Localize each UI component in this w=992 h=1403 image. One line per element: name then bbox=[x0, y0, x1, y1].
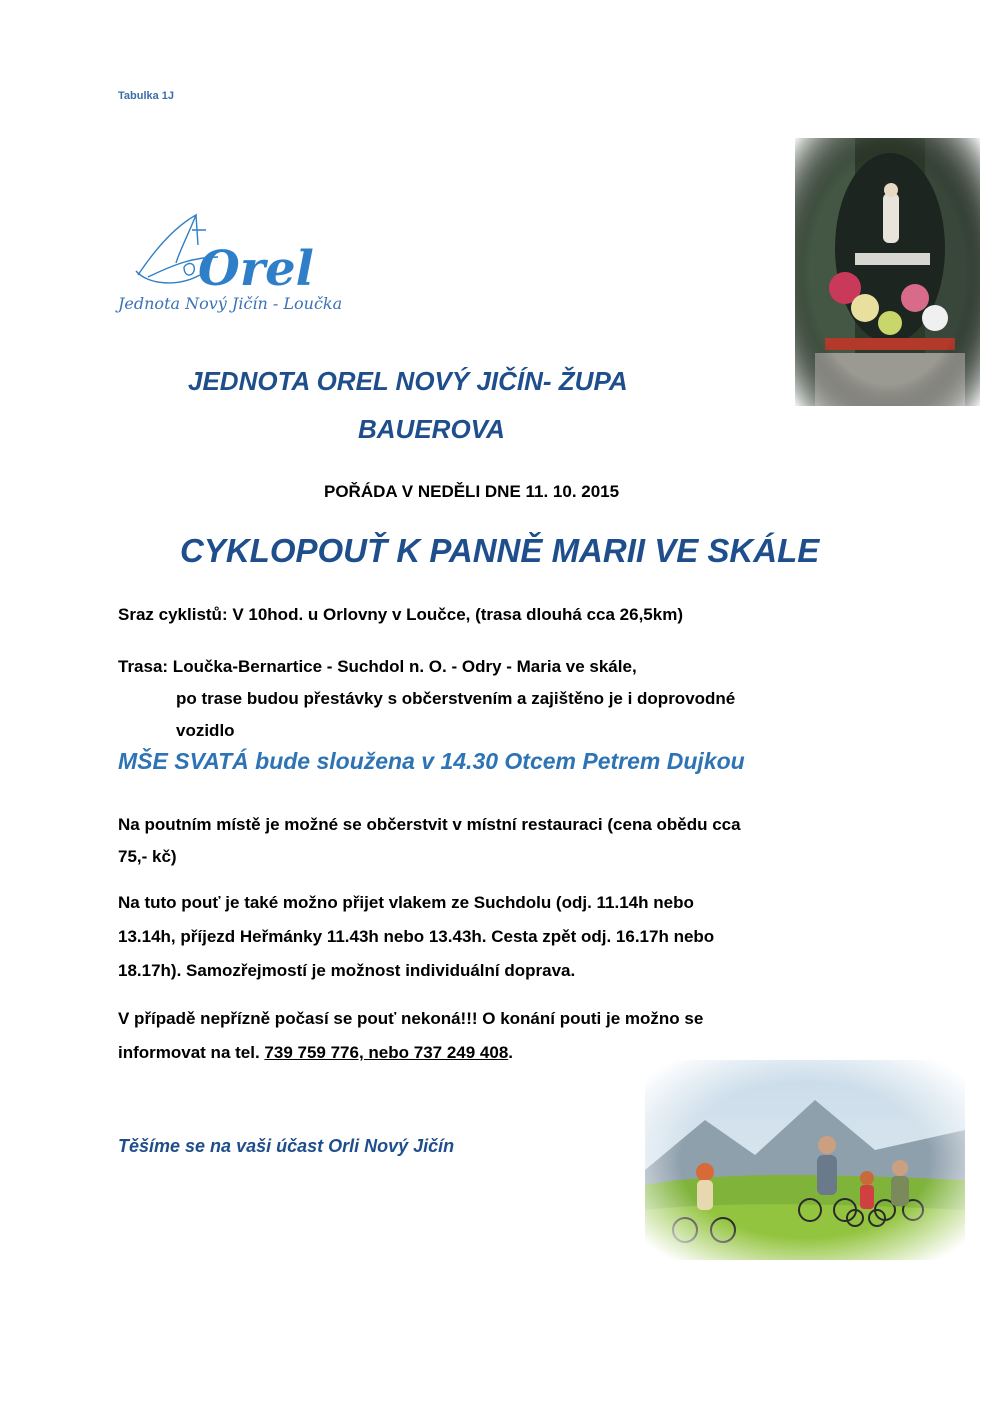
meeting-info: Sraz cyklistů: V 10hod. u Orlovny v Loučce, (trasa dlouhá cca 26,5km) bbox=[118, 605, 683, 624]
train-line-3: 18.17h). Samozřejmostí je možnost individuální doprava. bbox=[118, 961, 576, 980]
weather-suffix: . bbox=[508, 1043, 514, 1062]
cyclists-photo bbox=[645, 1060, 965, 1260]
date-line: POŘÁDA V NEDĚLI DNE 11. 10. 2015 bbox=[324, 482, 620, 501]
weather-prefix: informovat na tel. bbox=[118, 1043, 265, 1062]
food-line-1: Na poutním místě je možné se občerstvit v místní restauraci (cena obědu cca bbox=[118, 815, 741, 834]
mass-announcement: MŠE SVATÁ bude sloužena v 14.30 Otcem Petrem Dujkou bbox=[118, 748, 745, 774]
weather-line-1: V případě nepřízně počasí se pouť nekoná!!! O konání pouti je možno se bbox=[118, 1009, 704, 1028]
event-title: CYKLOPOUŤ K PANNĚ MARII VE SKÁLE bbox=[180, 532, 820, 569]
closing-line: Těšíme se na vaši účast Orli Nový Jičín bbox=[118, 1136, 455, 1156]
title-line-2: BAUEROVA bbox=[358, 414, 505, 444]
route-line-1: Trasa: Loučka-Bernartice - Suchdol n. O. - Odry - Maria ve skále, bbox=[118, 657, 637, 676]
weather-line-2 bbox=[118, 1036, 513, 1070]
title-line-1: JEDNOTA OREL NOVÝ JIČÍN- ŽUPA bbox=[188, 366, 628, 396]
route-line-3: vozidlo bbox=[176, 721, 235, 740]
logo-subtitle: Jednota Nový Jičín - Loučka bbox=[118, 294, 343, 313]
grotto-photo bbox=[795, 138, 980, 406]
logo-wordmark: Orel bbox=[198, 241, 314, 297]
train-line-2: 13.14h, příjezd Heřmánky 11.43h nebo 13.43h. Cesta zpět odj. 16.17h nebo bbox=[118, 927, 715, 946]
document-tag: Tabulka 1J bbox=[118, 90, 175, 102]
route-line-2: po trase budou přestávky s občerstvením a zajištěno je i doprovodné bbox=[176, 689, 736, 708]
train-line-1: Na tuto pouť je také možno přijet vlakem ze Suchdolu (odj. 11.14h nebo bbox=[118, 893, 694, 912]
phone-numbers[interactable]: 739 759 776, nebo 737 249 408 bbox=[264, 1043, 509, 1062]
food-line-2: 75,- kč) bbox=[118, 847, 177, 866]
